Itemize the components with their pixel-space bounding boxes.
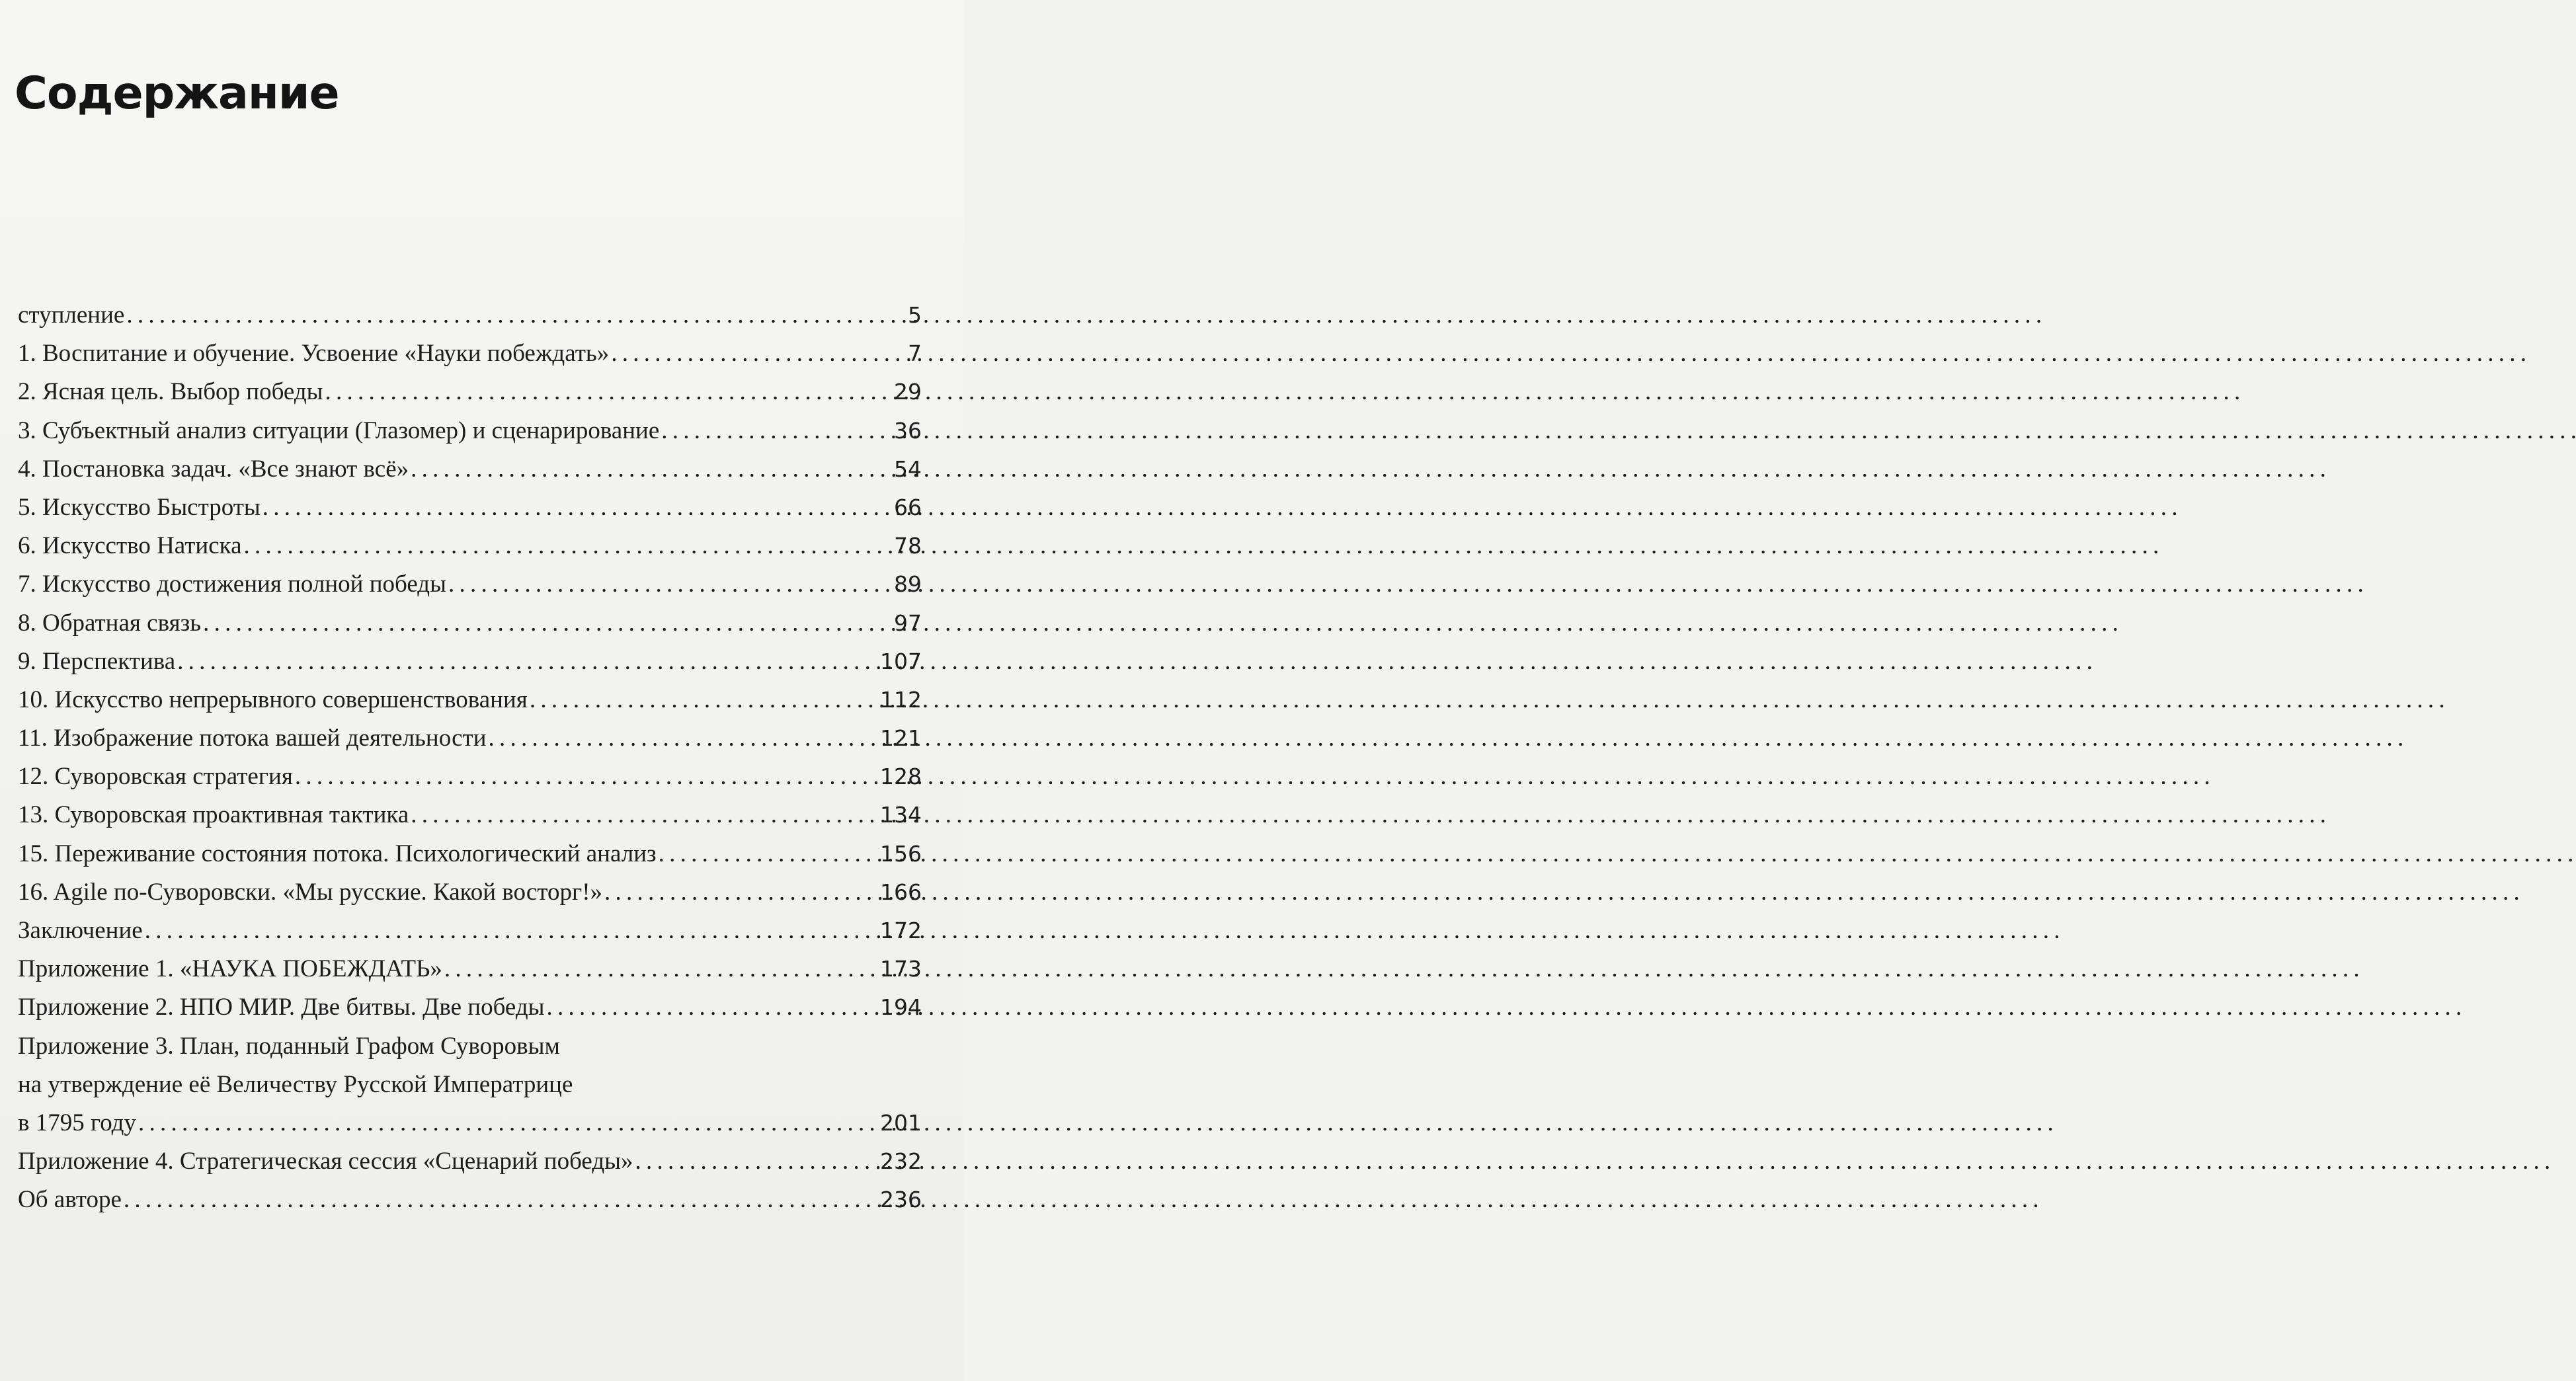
toc-entry-title: 4. Постановка задач. «Все знают всё»	[18, 455, 409, 483]
dot-leader	[448, 565, 892, 604]
toc-entry-title: 8. Обратная связь	[18, 609, 202, 637]
toc-entry	[18, 719, 922, 758]
toc-entry	[18, 373, 922, 411]
toc-entry-page-number: 156	[880, 840, 922, 867]
toc-entry-title: 15. Переживание состояния потока. Психологический анализ	[18, 840, 657, 867]
dot-leader	[126, 296, 906, 335]
toc-entry-title: Об авторе	[18, 1186, 122, 1214]
toc-entry-title: Приложение 2. НПО МИР. Две битвы. Две победы	[18, 994, 545, 1021]
toc-entry-title: в 1795 году	[18, 1109, 136, 1136]
toc-entry	[18, 296, 922, 335]
toc-entry-row	[18, 835, 922, 873]
toc-entry	[18, 604, 922, 643]
toc-entry	[18, 565, 922, 604]
toc-entry-page-number: 166	[880, 879, 922, 905]
toc-entry-page-number: 89	[894, 571, 922, 598]
toc-entry-title: Заключение	[18, 917, 143, 944]
dot-leader	[177, 643, 878, 681]
toc-entry	[18, 1142, 922, 1181]
toc-entry	[18, 1181, 922, 1219]
toc-entry	[18, 681, 922, 719]
toc-entry-title: 9. Перспектива	[18, 647, 176, 675]
toc-entry	[18, 335, 922, 373]
toc-entry	[18, 489, 922, 527]
toc-entry-title: 10. Искусство непрерывного совершенствования	[18, 686, 528, 713]
toc-entry-title: 1. Воспитание и обучение. Усвоение «Науки побеждать»	[18, 340, 610, 368]
toc-entry-row	[18, 796, 922, 834]
toc-entry-page-number: 107	[880, 648, 922, 674]
toc-entry	[18, 450, 922, 489]
toc-entry-title: 7. Искусство достижения полной победы	[18, 571, 446, 598]
toc-entry-row	[18, 988, 922, 1027]
toc-entry-row	[18, 643, 922, 681]
toc-entry-row	[18, 719, 922, 758]
toc-entry-title: 13. Суворовская проактивная тактика	[18, 801, 409, 829]
toc-entry-page-number: 54	[894, 455, 922, 482]
toc-entry-row	[18, 1104, 922, 1142]
toc-entry-title-line: Приложение 3. План, поданный Графом Суворовым	[18, 1032, 560, 1060]
toc-entry	[18, 950, 922, 988]
dot-leader	[411, 796, 878, 834]
toc-entry	[18, 1027, 922, 1143]
toc-entry-row	[18, 681, 922, 719]
dot-leader	[203, 604, 892, 643]
toc-entry	[18, 988, 922, 1027]
toc-entry-page-number: 172	[880, 918, 922, 943]
toc-entry-page-number: 236	[880, 1187, 922, 1213]
table-of-contents	[18, 296, 922, 1220]
dot-leader	[138, 1104, 878, 1142]
toc-entry-page-number: 201	[880, 1109, 922, 1136]
toc-entry	[18, 873, 922, 912]
dot-leader	[489, 719, 878, 758]
toc-entry	[18, 412, 922, 450]
toc-entry-row	[18, 450, 922, 489]
toc-entry-page-number: 232	[880, 1148, 922, 1175]
toc-entry	[18, 758, 922, 796]
toc-entry-page-number: 128	[880, 764, 922, 790]
dot-leader	[611, 335, 906, 373]
toc-entry-row	[18, 489, 922, 527]
dot-leader	[244, 527, 893, 565]
toc-entry-page-number: 97	[894, 610, 922, 636]
toc-entry	[18, 796, 922, 834]
dot-leader	[604, 873, 878, 912]
dot-leader	[145, 912, 878, 950]
toc-entry-page-number: 36	[894, 417, 922, 444]
toc-entry	[18, 835, 922, 873]
dot-leader	[262, 489, 892, 527]
toc-entry-title: 3. Субъектный анализ ситуации (Глазомер) и сценарирование	[18, 416, 660, 444]
dot-leader	[530, 681, 878, 719]
toc-entry	[18, 912, 922, 950]
page-title: Содержание	[15, 67, 339, 120]
toc-entry-page-number: 29	[894, 379, 922, 405]
toc-entry-row	[18, 912, 922, 950]
toc-entry-page-number: 78	[894, 533, 922, 559]
book-page	[0, 0, 963, 1381]
toc-entry-title: 2. Ясная цель. Выбор победы	[18, 378, 323, 406]
toc-entry-row	[18, 296, 922, 335]
toc-entry-page-number: 121	[880, 725, 922, 752]
toc-entry-row	[18, 373, 922, 411]
toc-entry-title: Приложение 4. Стратегическая сессия «Сценарий победы»	[18, 1148, 633, 1175]
toc-entry	[18, 643, 922, 681]
toc-entry-page-number: 194	[880, 994, 922, 1021]
toc-entry-title-line: на утверждение её Величеству Русской Императрице	[18, 1070, 573, 1098]
toc-entry-title: 6. Искусство Натиска	[18, 532, 242, 560]
dot-leader	[411, 450, 892, 489]
toc-entry-row	[18, 412, 922, 450]
dot-leader	[325, 373, 892, 411]
dot-leader	[547, 988, 878, 1027]
toc-entry	[18, 527, 922, 565]
toc-entry-page-number: 5	[908, 302, 922, 328]
toc-entry-row	[18, 335, 922, 373]
toc-entry-title: 5. Искусство Быстроты	[18, 493, 261, 521]
dot-leader	[635, 1142, 878, 1181]
dot-leader	[659, 835, 878, 873]
toc-entry-row	[18, 873, 922, 912]
toc-entry-page-number: 66	[894, 494, 922, 520]
toc-entry-page-number: 134	[880, 802, 922, 828]
toc-entry-row	[18, 758, 922, 796]
toc-entry-row	[18, 565, 922, 604]
dot-leader	[444, 950, 878, 988]
dot-leader	[661, 412, 892, 450]
toc-entry-title: ступление	[18, 301, 125, 329]
dot-leader	[124, 1181, 878, 1219]
toc-entry-title: 16. Agile по-Суворовски. «Мы русские. Какой восторг!»	[18, 878, 603, 906]
toc-entry-page-number: 173	[880, 956, 922, 982]
toc-entry-title: 11. Изображение потока вашей деятельности	[18, 725, 487, 752]
toc-entry-title: Приложение 1. «НАУКА ПОБЕЖДАТЬ»	[18, 955, 442, 983]
toc-entry-row	[18, 1142, 922, 1181]
toc-entry-row	[18, 950, 922, 988]
toc-entry-title: 12. Суворовская стратегия	[18, 763, 293, 791]
toc-entry-page-number: 7	[908, 340, 922, 367]
toc-entry-row	[18, 527, 922, 565]
toc-entry-row	[18, 604, 922, 643]
toc-entry-page-number: 112	[880, 686, 922, 713]
dot-leader	[295, 758, 878, 796]
toc-entry-row	[18, 1181, 922, 1219]
